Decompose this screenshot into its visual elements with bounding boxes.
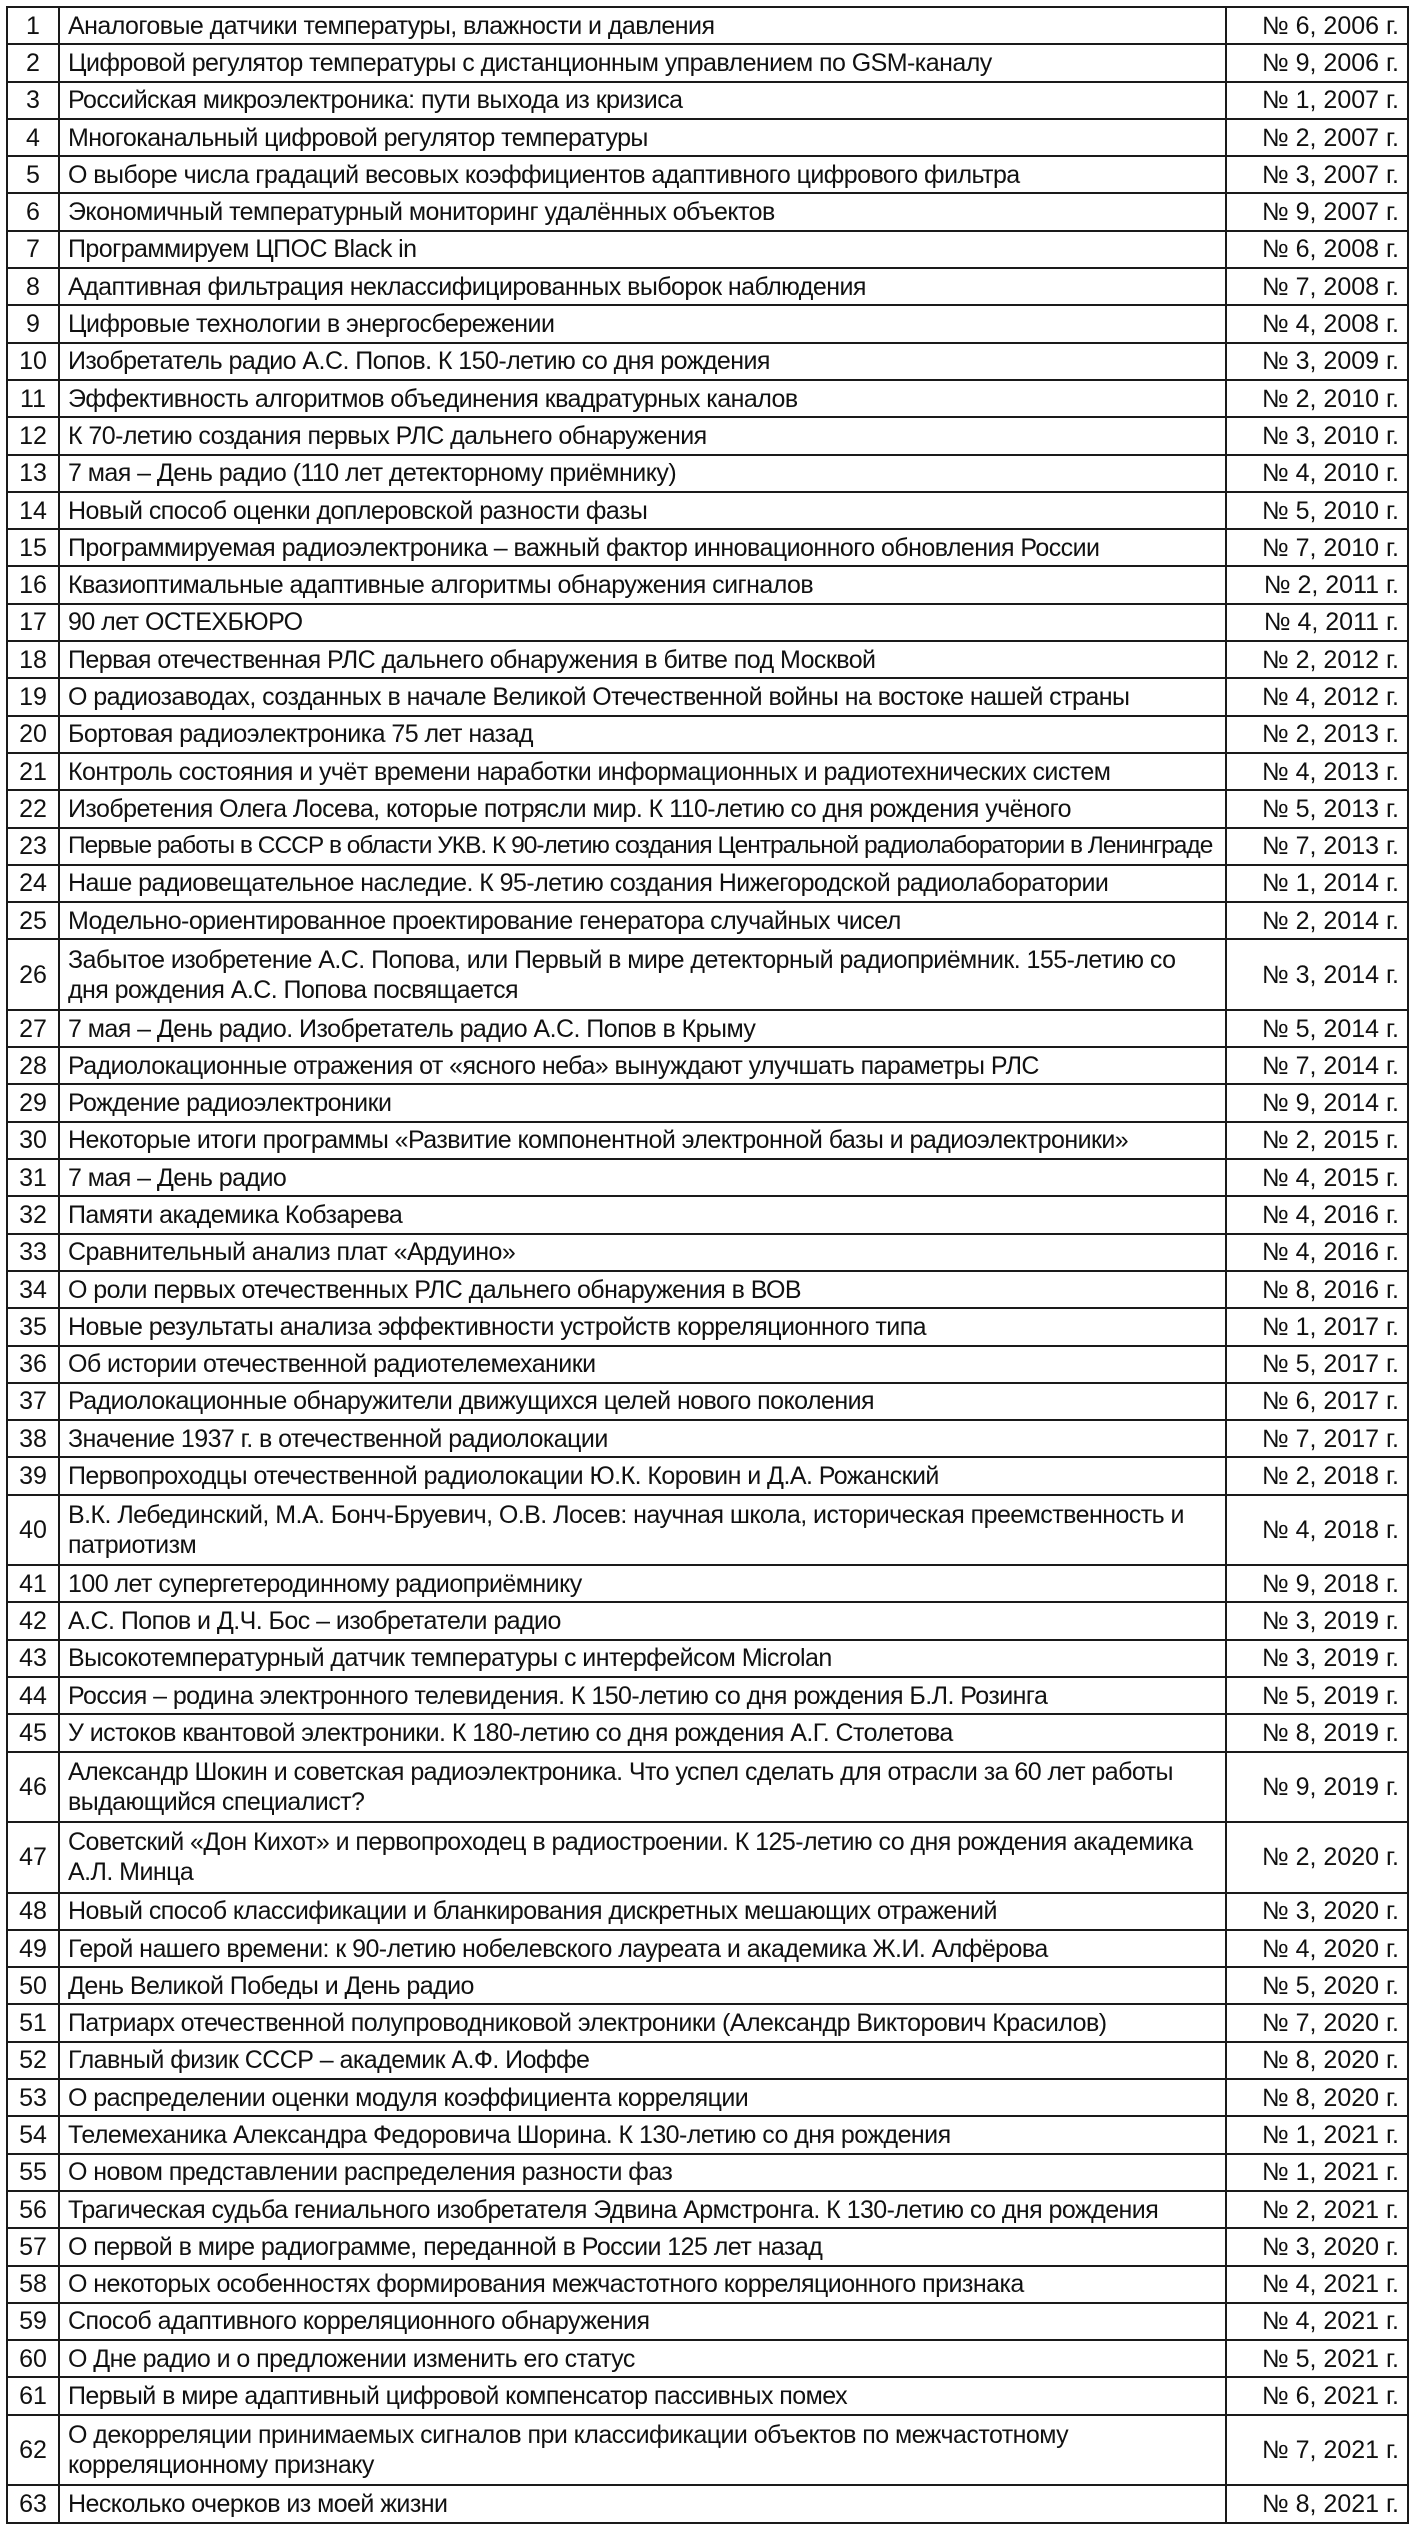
issue-reference: № 3, 2007 г. [1226, 156, 1408, 193]
row-number: 23 [7, 828, 59, 865]
row-number: 55 [7, 2154, 59, 2191]
article-title: Герой нашего времени: к 90-летию нобелевского лауреата и академика Ж.И. Алфёрова [59, 1930, 1226, 1967]
row-number: 19 [7, 678, 59, 715]
article-title: Рождение радиоэлектроники [59, 1084, 1226, 1121]
article-title: В.К. Лебединский, М.А. Бонч-Бруевич, О.В. Лосев: научная школа, историческая преемственность и патриотизм [59, 1495, 1226, 1565]
issue-reference: № 5, 2017 г. [1226, 1346, 1408, 1383]
article-title: 7 мая – День радио. Изобретатель радио А.С. Попов в Крыму [59, 1010, 1226, 1047]
issue-reference: № 9, 2007 г. [1226, 193, 1408, 230]
table-row [7, 2377, 1408, 2414]
table-row [7, 268, 1408, 305]
article-title: А.С. Попов и Д.Ч. Бос – изобретатели радио [59, 1602, 1226, 1639]
table-row [7, 1457, 1408, 1494]
issue-reference: № 4, 2015 г. [1226, 1159, 1408, 1196]
table-row [7, 44, 1408, 81]
row-number: 50 [7, 1967, 59, 2004]
issue-reference: № 2, 2010 г. [1226, 380, 1408, 417]
article-title: Экономичный температурный мониторинг удалённых объектов [59, 193, 1226, 230]
article-title: Первопроходцы отечественной радиолокации Ю.К. Коровин и Д.А. Рожанский [59, 1457, 1226, 1494]
row-number: 42 [7, 1602, 59, 1639]
issue-reference: № 5, 2010 г. [1226, 492, 1408, 529]
row-number: 20 [7, 716, 59, 753]
row-number: 44 [7, 1677, 59, 1714]
issue-reference: № 2, 2020 г. [1226, 1822, 1408, 1892]
row-number: 26 [7, 939, 59, 1009]
table-row [7, 156, 1408, 193]
table-row [7, 1602, 1408, 1639]
issue-reference: № 8, 2016 г. [1226, 1271, 1408, 1308]
table-row [7, 119, 1408, 156]
article-title: Новый способ оценки доплеровской разности фазы [59, 492, 1226, 529]
table-row [7, 865, 1408, 902]
issue-reference: № 6, 2008 г. [1226, 231, 1408, 268]
row-number: 22 [7, 790, 59, 827]
issue-reference: № 9, 2019 г. [1226, 1752, 1408, 1822]
article-title: Высокотемпературный датчик температуры с интерфейсом Microlan [59, 1640, 1226, 1677]
article-title: О распределении оценки модуля коэффициента корреляции [59, 2079, 1226, 2116]
article-title: Наше радиовещательное наследие. К 95-летию создания Нижегородской радиолаборатории [59, 865, 1226, 902]
row-number: 21 [7, 753, 59, 790]
issue-reference: № 3, 2010 г. [1226, 417, 1408, 454]
row-number: 27 [7, 1010, 59, 1047]
article-title: Новые результаты анализа эффективности устройств корреляционного типа [59, 1308, 1226, 1345]
table-row [7, 1084, 1408, 1121]
issue-reference: № 8, 2021 г. [1226, 2485, 1408, 2523]
issue-reference: № 6, 2017 г. [1226, 1383, 1408, 1420]
table-row [7, 1495, 1408, 1565]
issue-reference: № 3, 2019 г. [1226, 1640, 1408, 1677]
table-row [7, 678, 1408, 715]
issue-reference: № 1, 2014 г. [1226, 865, 1408, 902]
issue-reference: № 3, 2019 г. [1226, 1602, 1408, 1639]
article-title: Цифровой регулятор температуры с дистанционным управлением по GSM-каналу [59, 44, 1226, 81]
issue-reference: № 3, 2014 г. [1226, 939, 1408, 1009]
row-number: 51 [7, 2004, 59, 2041]
article-title: О декорреляции принимаемых сигналов при классификации объектов по межчастотному корреляционному признаку [59, 2415, 1226, 2485]
row-number: 8 [7, 268, 59, 305]
table-row [7, 1893, 1408, 1930]
article-title: Изобретатель радио А.С. Попов. К 150-летию со дня рождения [59, 343, 1226, 380]
article-title: Телемеханика Александра Федоровича Шорина. К 130-летию со дня рождения [59, 2116, 1226, 2153]
table-row [7, 492, 1408, 529]
issue-reference: № 4, 2008 г. [1226, 305, 1408, 342]
row-number: 30 [7, 1122, 59, 1159]
article-title: Адаптивная фильтрация неклассифицированных выборок наблюдения [59, 268, 1226, 305]
issue-reference: № 4, 2020 г. [1226, 1930, 1408, 1967]
row-number: 52 [7, 2042, 59, 2079]
row-number: 36 [7, 1346, 59, 1383]
article-title: О радиозаводах, созданных в начале Великой Отечественной войны на востоке нашей страны [59, 678, 1226, 715]
issue-reference: № 2, 2012 г. [1226, 641, 1408, 678]
table-row [7, 1420, 1408, 1457]
article-title: Первая отечественная РЛС дальнего обнаружения в битве под Москвой [59, 641, 1226, 678]
issue-reference: № 1, 2021 г. [1226, 2116, 1408, 2153]
article-title: У истоков квантовой электроники. К 180-летию со дня рождения А.Г. Столетова [59, 1714, 1226, 1751]
article-title: Модельно-ориентированное проектирование генератора случайных чисел [59, 902, 1226, 939]
row-number: 37 [7, 1383, 59, 1420]
article-title: О выборе числа градаций весовых коэффициентов адаптивного цифрового фильтра [59, 156, 1226, 193]
article-title: Об истории отечественной радиотелемеханики [59, 1346, 1226, 1383]
article-title: 7 мая – День радио [59, 1159, 1226, 1196]
article-title: Советский «Дон Кихот» и первопроходец в радиостроении. К 125-летию со дня рождения академика А.Л. Минца [59, 1822, 1226, 1892]
article-title: День Великой Победы и День радио [59, 1967, 1226, 2004]
article-title: Радиолокационные отражения от «ясного неба» вынуждают улучшать параметры РЛС [59, 1047, 1226, 1084]
row-number: 57 [7, 2228, 59, 2265]
article-title: К 70-летию создания первых РЛС дальнего обнаружения [59, 417, 1226, 454]
row-number: 2 [7, 44, 59, 81]
table-row [7, 566, 1408, 603]
issue-reference: № 8, 2020 г. [1226, 2042, 1408, 2079]
row-number: 61 [7, 2377, 59, 2414]
row-number: 32 [7, 1196, 59, 1233]
article-title: Контроль состояния и учёт времени наработки информационных и радиотехнических систем [59, 753, 1226, 790]
issue-reference: № 7, 2020 г. [1226, 2004, 1408, 2041]
article-title: Изобретения Олега Лосева, которые потрясли мир. К 110-летию со дня рождения учёного [59, 790, 1226, 827]
table-row [7, 1271, 1408, 1308]
row-number: 45 [7, 1714, 59, 1751]
table-row [7, 1752, 1408, 1822]
issue-reference: № 3, 2020 г. [1226, 2228, 1408, 2265]
issue-reference: № 2, 2011 г. [1226, 566, 1408, 603]
article-title: О новом представлении распределения разности фаз [59, 2154, 1226, 2191]
issue-reference: № 5, 2020 г. [1226, 1967, 1408, 2004]
row-number: 12 [7, 417, 59, 454]
issue-reference: № 4, 2018 г. [1226, 1495, 1408, 1565]
article-title: Цифровые технологии в энергосбережении [59, 305, 1226, 342]
article-title: Первые работы в СССР в области УКВ. К 90-летию создания Центральной радиолаборатории в Ленинграде [59, 828, 1226, 865]
row-number: 33 [7, 1234, 59, 1271]
table-row [7, 1346, 1408, 1383]
issue-reference: № 5, 2019 г. [1226, 1677, 1408, 1714]
row-number: 35 [7, 1308, 59, 1345]
table-row [7, 231, 1408, 268]
table-row [7, 2485, 1408, 2523]
row-number: 38 [7, 1420, 59, 1457]
article-title: Радиолокационные обнаружители движущихся целей нового поколения [59, 1383, 1226, 1420]
issue-reference: № 8, 2020 г. [1226, 2079, 1408, 2116]
row-number: 53 [7, 2079, 59, 2116]
issue-reference: № 2, 2018 г. [1226, 1457, 1408, 1494]
table-row [7, 641, 1408, 678]
row-number: 39 [7, 1457, 59, 1494]
issue-reference: № 9, 2006 г. [1226, 44, 1408, 81]
table-row [7, 1122, 1408, 1159]
row-number: 24 [7, 865, 59, 902]
row-number: 54 [7, 2116, 59, 2153]
issue-reference: № 3, 2020 г. [1226, 1893, 1408, 1930]
table-row [7, 343, 1408, 380]
article-title: Патриарх отечественной полупроводниковой электроники (Александр Викторович Красилов) [59, 2004, 1226, 2041]
row-number: 46 [7, 1752, 59, 1822]
row-number: 16 [7, 566, 59, 603]
issue-reference: № 4, 2010 г. [1226, 455, 1408, 492]
article-title: 90 лет ОСТЕХБЮРО [59, 604, 1226, 641]
row-number: 25 [7, 902, 59, 939]
article-title: Новый способ классификации и бланкирования дискретных мешающих отражений [59, 1893, 1226, 1930]
table-row [7, 417, 1408, 454]
article-title: Квазиоптимальные адаптивные алгоритмы обнаружения сигналов [59, 566, 1226, 603]
table-row [7, 2266, 1408, 2303]
row-number: 3 [7, 82, 59, 119]
article-title: 100 лет супергетеродинному радиоприёмнику [59, 1565, 1226, 1602]
table-row [7, 2154, 1408, 2191]
table-row [7, 2303, 1408, 2340]
issue-reference: № 7, 2014 г. [1226, 1047, 1408, 1084]
article-title: Аналоговые датчики температуры, влажности и давления [59, 7, 1226, 44]
row-number: 59 [7, 2303, 59, 2340]
issue-reference: № 5, 2014 г. [1226, 1010, 1408, 1047]
row-number: 10 [7, 343, 59, 380]
article-title: Программируемая радиоэлектроника – важный фактор инновационного обновления России [59, 529, 1226, 566]
table-row [7, 753, 1408, 790]
issue-reference: № 2, 2015 г. [1226, 1122, 1408, 1159]
article-title: Александр Шокин и советская радиоэлектроника. Что успел сделать для отрасли за 60 лет работы выдающийся специалист? [59, 1752, 1226, 1822]
issue-reference: № 7, 2021 г. [1226, 2415, 1408, 2485]
row-number: 18 [7, 641, 59, 678]
table-row [7, 1159, 1408, 1196]
article-title: Бортовая радиоэлектроника 75 лет назад [59, 716, 1226, 753]
row-number: 17 [7, 604, 59, 641]
table-row [7, 1047, 1408, 1084]
table-row [7, 716, 1408, 753]
issue-reference: № 7, 2013 г. [1226, 828, 1408, 865]
issue-reference: № 3, 2009 г. [1226, 343, 1408, 380]
row-number: 63 [7, 2485, 59, 2523]
article-title: Памяти академика Кобзарева [59, 1196, 1226, 1233]
row-number: 13 [7, 455, 59, 492]
row-number: 58 [7, 2266, 59, 2303]
row-number: 49 [7, 1930, 59, 1967]
issue-reference: № 5, 2021 г. [1226, 2340, 1408, 2377]
row-number: 60 [7, 2340, 59, 2377]
issue-reference: № 1, 2017 г. [1226, 1308, 1408, 1345]
issue-reference: № 6, 2021 г. [1226, 2377, 1408, 2414]
table-row [7, 82, 1408, 119]
table-row [7, 1010, 1408, 1047]
issue-reference: № 7, 2017 г. [1226, 1420, 1408, 1457]
table-row [7, 1930, 1408, 1967]
table-row [7, 455, 1408, 492]
row-number: 41 [7, 1565, 59, 1602]
issue-reference: № 4, 2021 г. [1226, 2266, 1408, 2303]
table-row [7, 939, 1408, 1009]
issue-reference: № 9, 2018 г. [1226, 1565, 1408, 1602]
row-number: 6 [7, 193, 59, 230]
row-number: 43 [7, 1640, 59, 1677]
table-row [7, 1234, 1408, 1271]
issue-reference: № 4, 2013 г. [1226, 753, 1408, 790]
issue-reference: № 8, 2019 г. [1226, 1714, 1408, 1751]
issue-reference: № 7, 2010 г. [1226, 529, 1408, 566]
row-number: 40 [7, 1495, 59, 1565]
table-row [7, 2004, 1408, 2041]
issue-reference: № 2, 2013 г. [1226, 716, 1408, 753]
article-title: 7 мая – День радио (110 лет детекторному приёмнику) [59, 455, 1226, 492]
issue-reference: № 7, 2008 г. [1226, 268, 1408, 305]
issue-reference: № 4, 2011 г. [1226, 604, 1408, 641]
article-title: О Дне радио и о предложении изменить его статус [59, 2340, 1226, 2377]
table-row [7, 1308, 1408, 1345]
publications-table [6, 6, 1409, 2524]
article-title: Россия – родина электронного телевидения. К 150-летию со дня рождения Б.Л. Розинга [59, 1677, 1226, 1714]
article-title: Сравнительный анализ плат «Ардуино» [59, 1234, 1226, 1271]
article-title: Забытое изобретение А.С. Попова, или Первый в мире детекторный радиоприёмник. 155-летию со дня рождения А.С. Попова посвящается [59, 939, 1226, 1009]
row-number: 15 [7, 529, 59, 566]
table-row [7, 2340, 1408, 2377]
article-title: Некоторые итоги программы «Развитие компонентной электронной базы и радиоэлектроники» [59, 1122, 1226, 1159]
row-number: 62 [7, 2415, 59, 2485]
table-row [7, 1714, 1408, 1751]
table-row [7, 529, 1408, 566]
table-row [7, 1967, 1408, 2004]
article-title: О первой в мире радиограмме, переданной в России 125 лет назад [59, 2228, 1226, 2265]
article-title: О некоторых особенностях формирования межчастотного корреляционного признака [59, 2266, 1226, 2303]
table-row [7, 380, 1408, 417]
issue-reference: № 4, 2012 г. [1226, 678, 1408, 715]
article-title: Значение 1937 г. в отечественной радиолокации [59, 1420, 1226, 1457]
issue-reference: № 5, 2013 г. [1226, 790, 1408, 827]
article-title: Программируем ЦПОС Black in [59, 231, 1226, 268]
table-row [7, 2191, 1408, 2228]
issue-reference: № 4, 2016 г. [1226, 1234, 1408, 1271]
article-title: Способ адаптивного корреляционного обнаружения [59, 2303, 1226, 2340]
row-number: 29 [7, 1084, 59, 1121]
issue-reference: № 4, 2021 г. [1226, 2303, 1408, 2340]
table-row [7, 2042, 1408, 2079]
issue-reference: № 9, 2014 г. [1226, 1084, 1408, 1121]
article-title: Эффективность алгоритмов объединения квадратурных каналов [59, 380, 1226, 417]
row-number: 11 [7, 380, 59, 417]
row-number: 4 [7, 119, 59, 156]
table-row [7, 828, 1408, 865]
row-number: 48 [7, 1893, 59, 1930]
table-row [7, 2116, 1408, 2153]
table-row [7, 2079, 1408, 2116]
table-row [7, 2228, 1408, 2265]
row-number: 5 [7, 156, 59, 193]
article-title: Первый в мире адаптивный цифровой компенсатор пассивных помех [59, 2377, 1226, 2414]
issue-reference: № 2, 2014 г. [1226, 902, 1408, 939]
table-row [7, 1383, 1408, 1420]
row-number: 34 [7, 1271, 59, 1308]
row-number: 7 [7, 231, 59, 268]
table-row [7, 2415, 1408, 2485]
table-row [7, 305, 1408, 342]
publications-table-body [7, 7, 1408, 2523]
row-number: 1 [7, 7, 59, 44]
article-title: Трагическая судьба гениального изобретателя Эдвина Армстронга. К 130-летию со дня рождения [59, 2191, 1226, 2228]
article-title: Многоканальный цифровой регулятор температуры [59, 119, 1226, 156]
table-row [7, 7, 1408, 44]
row-number: 47 [7, 1822, 59, 1892]
table-row [7, 1196, 1408, 1233]
table-row [7, 193, 1408, 230]
row-number: 28 [7, 1047, 59, 1084]
row-number: 31 [7, 1159, 59, 1196]
issue-reference: № 1, 2007 г. [1226, 82, 1408, 119]
article-title: Российская микроэлектроника: пути выхода из кризиса [59, 82, 1226, 119]
issue-reference: № 1, 2021 г. [1226, 2154, 1408, 2191]
table-row [7, 604, 1408, 641]
row-number: 56 [7, 2191, 59, 2228]
row-number: 14 [7, 492, 59, 529]
article-title: Главный физик СССР – академик А.Ф. Иоффе [59, 2042, 1226, 2079]
table-row [7, 902, 1408, 939]
issue-reference: № 4, 2016 г. [1226, 1196, 1408, 1233]
issue-reference: № 2, 2007 г. [1226, 119, 1408, 156]
issue-reference: № 6, 2006 г. [1226, 7, 1408, 44]
issue-reference: № 2, 2021 г. [1226, 2191, 1408, 2228]
table-row [7, 1565, 1408, 1602]
article-title: Несколько очерков из моей жизни [59, 2485, 1226, 2523]
table-row [7, 1822, 1408, 1892]
table-row [7, 1677, 1408, 1714]
table-row [7, 1640, 1408, 1677]
article-title: О роли первых отечественных РЛС дальнего обнаружения в ВОВ [59, 1271, 1226, 1308]
row-number: 9 [7, 305, 59, 342]
table-row [7, 790, 1408, 827]
